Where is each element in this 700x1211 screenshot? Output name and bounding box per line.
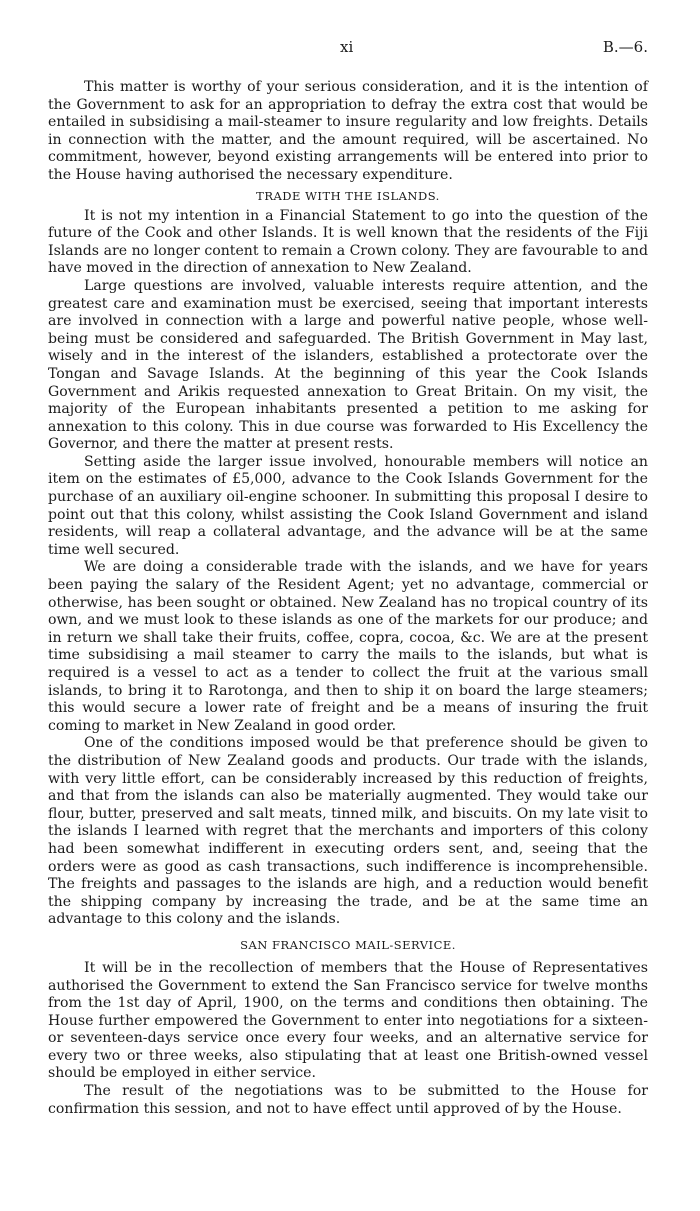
body-text bbox=[48, 79, 648, 1118]
section-heading-trade: TRADE WITH THE ISLANDS. bbox=[256, 188, 440, 203]
paragraph: Large questions are involved, valuable interests require attention, and the greatest care and examination must be exercised, seeing that important interests are involved in connection with a large and powerful native people, whose well-being must be considered and safeguarded. The British Government in May last, wisely and in the interest of the islanders, established a protectorate over the Tongan and Savage Islands. At the beginning of this year the Cook Islands Government and Arikis requested annexation to Great Britain. On my visit, the majority of the European inhabitants presented a petition to me asking for annexation to this colony. This in due course was forwarded to His Excellency the Governor, and there the matter at present rests. bbox=[48, 277, 648, 453]
paragraph: It will be in the recollection of members that the House of Representatives authorised the Government to extend the San Francisco service for twelve months from the 1st day of April, 1900, on the terms and conditions then obtaining. The House further empowered the Government to enter into negotiations for a sixteen- or seventeen-days service once every four weeks, and an alternative service for every two or three weeks, also stipulating that at least one British-owned vessel should be employed in either service. bbox=[48, 959, 648, 1082]
section-heading-san-francisco: SAN FRANCISCO MAIL-SERVICE. bbox=[240, 937, 456, 952]
paragraph: One of the conditions imposed would be that preference should be given to the distribution of New Zealand goods and products. Our trade with the islands, with very little effort, can be considerably increased by this reduction of freights, and that from the islands can also be materially augmented. They would take our flour, butter, preserved and salt meats, tinned milk, and biscuits. On my late visit to the islands I learned with regret that the merchants and importers of this colony had been somewhat indifferent in executing orders sent, and, seeing that the orders were as good as cash transactions, such indifference is incomprehensible. The freights and passages to the islands are high, and a reduction would benefit the shipping company by increasing the trade, and be at the same time an advantage to this colony and the islands. bbox=[48, 735, 648, 928]
paragraph: We are doing a considerable trade with the islands, and we have for years been paying the salary of the Resident Agent; yet no advantage, commercial or otherwise, has been sought or obtained. New Zealand has no tropical country of its own, and we must look to these islands as one of the markets for our produce; and in return we shall take their fruits, coffee, copra, cocoa, &c. We are at the present time subsidising a mail steamer to carry the mails to the islands, but what is required is a vessel to act as a tender to collect the fruit at the various small islands, to bring it to Rarotonga, and then to ship it on board the large steamers; this would secure a lower rate of freight and be a means of insuring the fruit coming to market in New Zealand in good order. bbox=[48, 559, 648, 734]
document-reference: B.—6. bbox=[602, 38, 648, 56]
page-header bbox=[0, 38, 700, 60]
paragraph: Setting aside the larger issue involved, honourable members will notice an item on the estimates of £5,000, advance to the Cook Islands Government for the purchase of an auxiliary oil-engine schooner. In submitting this proposal I desire to point out that this colony, whilst assisting the Cook Island Government and island residents, will reap a collateral advantage, and the advance will be at the same time well secured. bbox=[48, 453, 648, 558]
paragraph: This matter is worthy of your serious consideration, and it is the intention of the Government to ask for an appropriation to defray the extra cost that would be entailed in subsidising a mail-steamer to insure regularity and low freights. Details in connection with the matter, and the amount required, will be ascertained. No commitment, however, beyond existing arrangements will be entered into prior to the House having authorised the necessary expenditure. bbox=[48, 79, 648, 183]
paragraph: The result of the negotiations was to be submitted to the House for confirmation this session, and not to have effect until approved of by the House. bbox=[48, 1083, 648, 1117]
page-number: xi bbox=[340, 38, 354, 56]
paragraph: It is not my intention in a Financial Statement to go into the question of the future of the Cook and other Islands. It is well known that the residents of the Fiji Islands are no longer content to remain a Crown colony. They are favourable to and have moved in the direction of annexation to New Zealand. bbox=[48, 207, 648, 277]
